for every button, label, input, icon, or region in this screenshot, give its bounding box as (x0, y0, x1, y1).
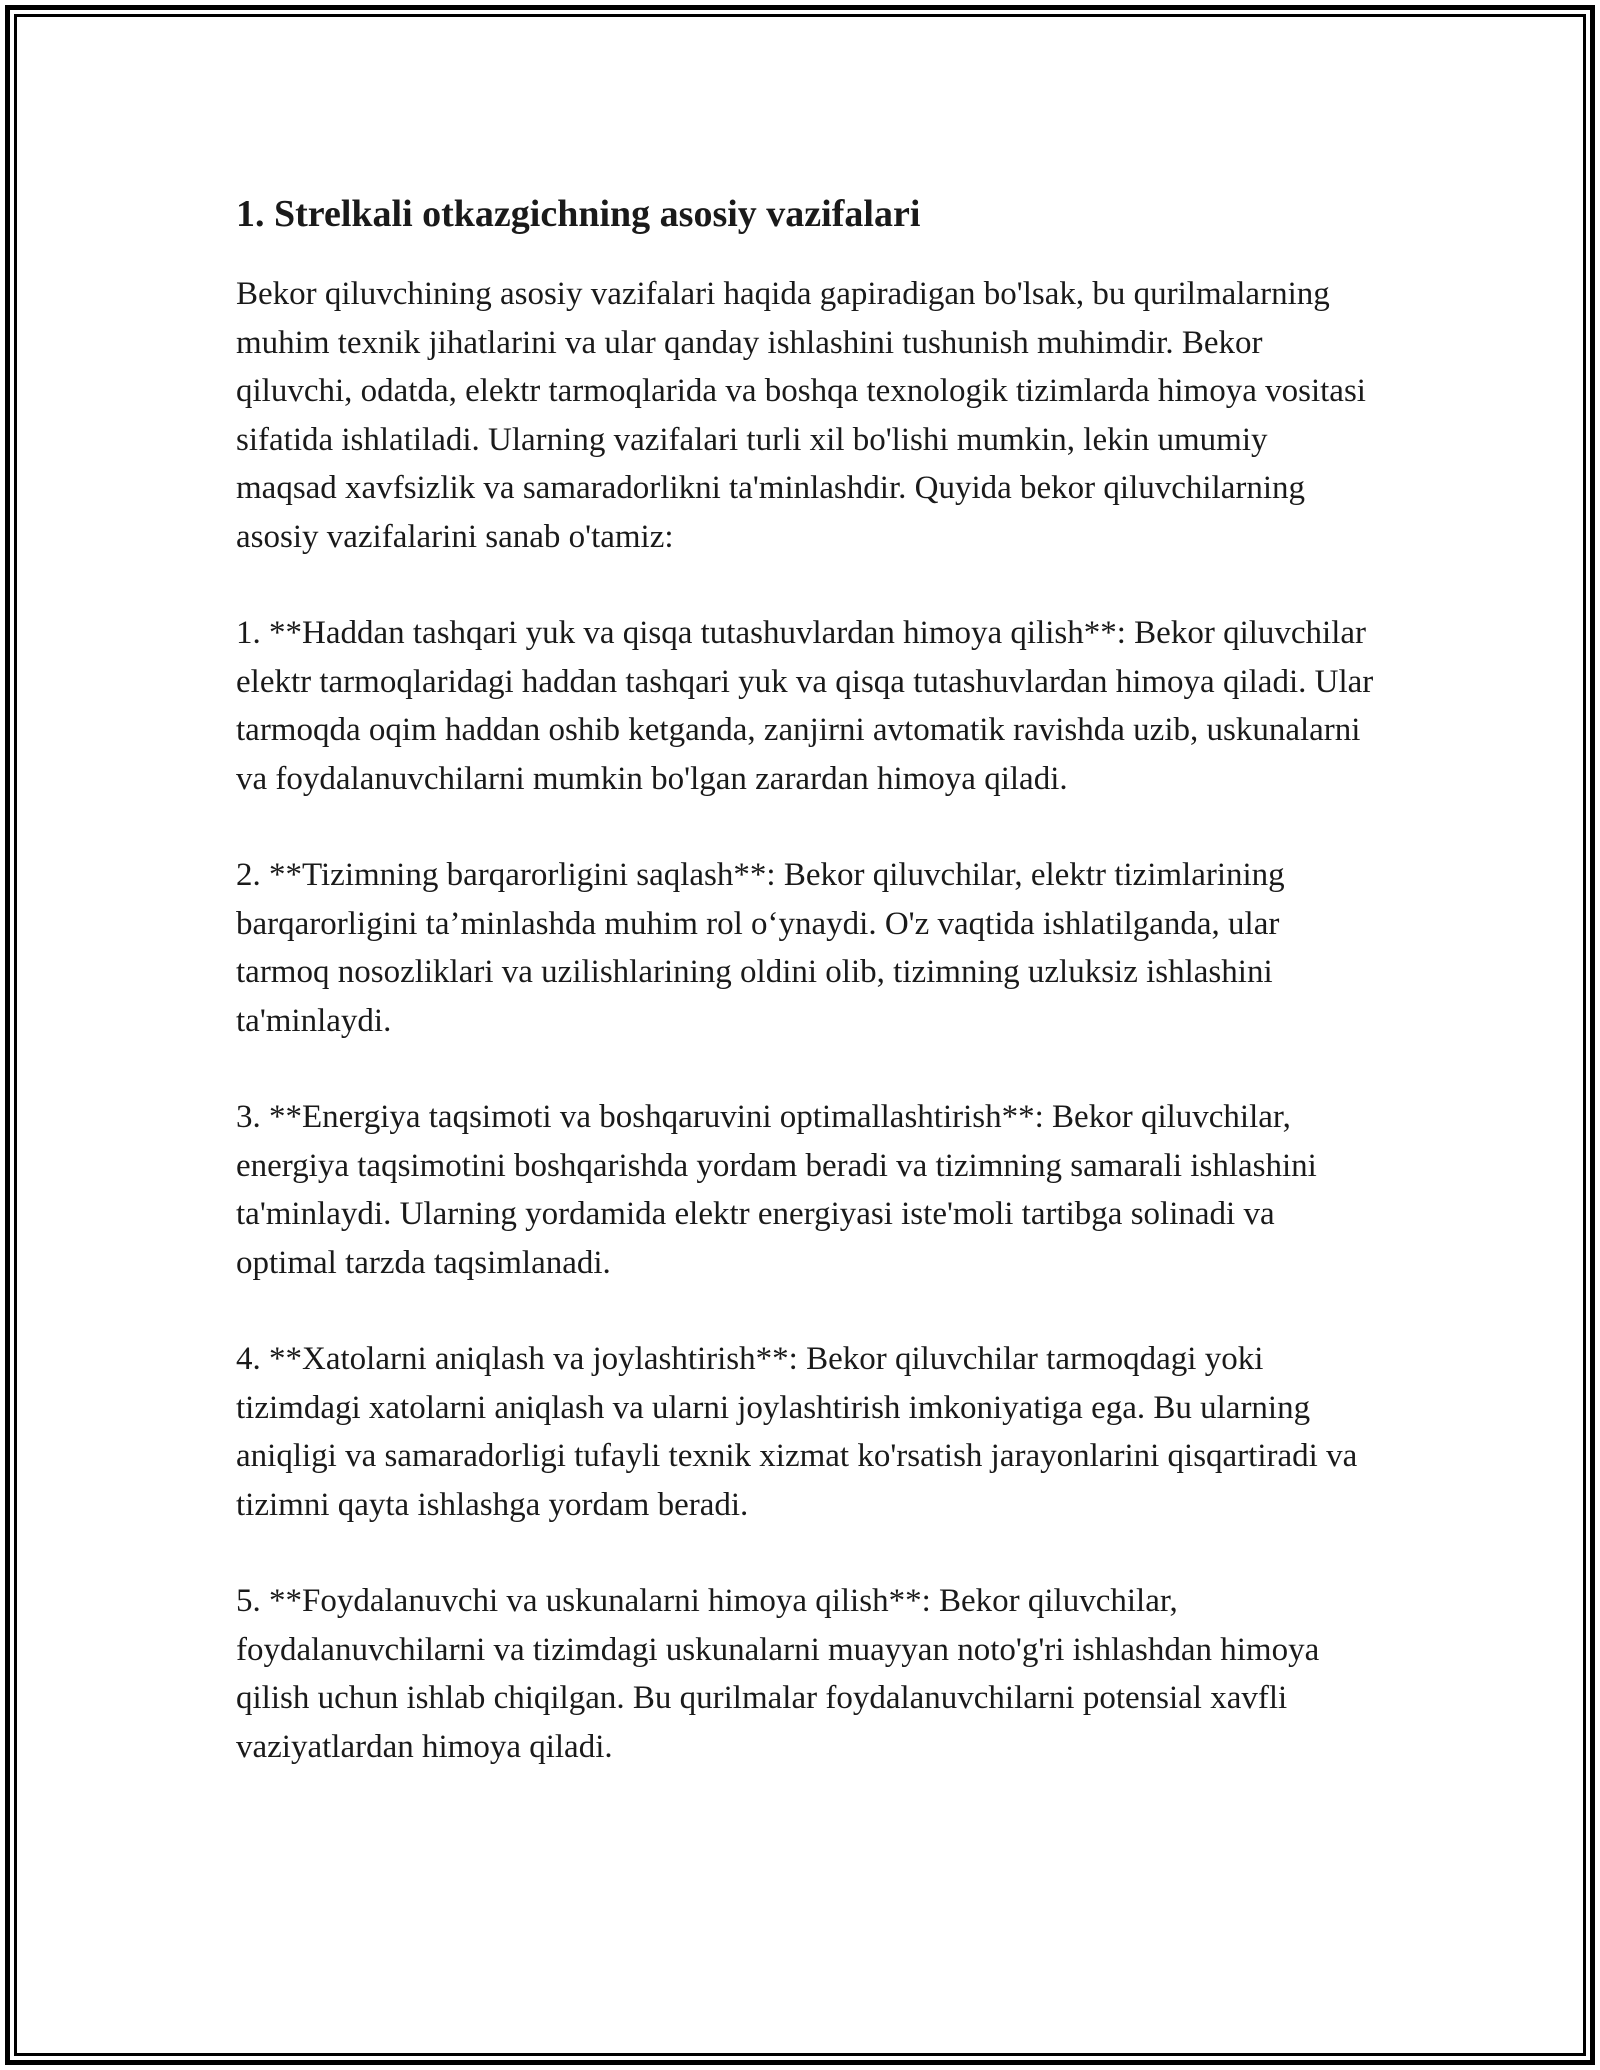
list-item-4: 4. **Xatolarni aniqlash va joylashtirish**: Bekor qiluvchilar tarmoqdagi yoki tizimdagi xatolarni aniqlash va ularni joylashtirish imkoniyatiga ega. Bu ularning aniqligi va samaradorligi tufayli texnik xizmat ko'rsatish jarayonlarini qisqartiradi va tizimni qayta ishlashga yordam beradi. (236, 1341, 1358, 1523)
list-item-3: 3. **Energiya taqsimoti va boshqaruvini optimallashtirish**: Bekor qiluvchilar, energiya taqsimotini boshqarishda yordam beradi va tizimning samarali ishlashini ta'minlaydi. Ularning yordamida elektr energiyasi iste'moli tartibga solinadi va optimal tarzda taqsimlanadi. (236, 1099, 1317, 1281)
intro-paragraph: Bekor qiluvchining asosiy vazifalari haqida gapiradigan bo'lsak, bu qurilmalarning muhim texnik jihatlarini va ular qanday ishlashini tushunish muhimdir. Bekor qiluvchi, odatda, elektr tarmoqlarida va boshqa texnologik tizimlarda himoya vositasi sifatida ishlatiladi. Ularning vazifalari turli xil bo'lishi mumkin, lekin umumiy maqsad xavfsizlik va samaradorlikni ta'minlashdir. Quyida bekor qiluvchilarning asosiy vazifalarini sanab o'tamiz: (236, 276, 1366, 555)
list-item-1: 1. **Haddan tashqari yuk va qisqa tutashuvlardan himoya qilish**: Bekor qiluvchilar elektr tarmoqlaridagi haddan tashqari yuk va qisqa tutashuvlardan himoya qiladi. Ular tarmoqda oqim haddan oshib ketganda, zanjirni avtomatik ravishda uzib, uskunalarni va foydalanuvchilarni mumkin bo'lgan zarardan himoya qiladi. (236, 615, 1374, 797)
document-body (236, 188, 1376, 1819)
list-item-2: 2. **Tizimning barqarorligini saqlash**: Bekor qiluvchilar, elektr tizimlarining barqarorligini ta’minlashda muhim rol o‘ynaydi. O'z vaqtida ishlatilganda, ular tarmoq nosozliklari va uzilishlarining oldini olib, tizimning uzluksiz ishlashini ta'minlaydi. (236, 857, 1285, 1039)
list-item-5: 5. **Foydalanuvchi va uskunalarni himoya qilish**: Bekor qiluvchilar, foydalanuvchilarni va tizimdagi uskunalarni muayyan noto'g'ri ishlashdan himoya qilish uchun ishlab chiqilgan. Bu qurilmalar foydalanuvchilarni potensial xavfli vaziyatlardan himoya qiladi. (236, 1583, 1320, 1765)
document-title: 1. Strelkali otkazgichning asosiy vazifalari (236, 193, 921, 235)
